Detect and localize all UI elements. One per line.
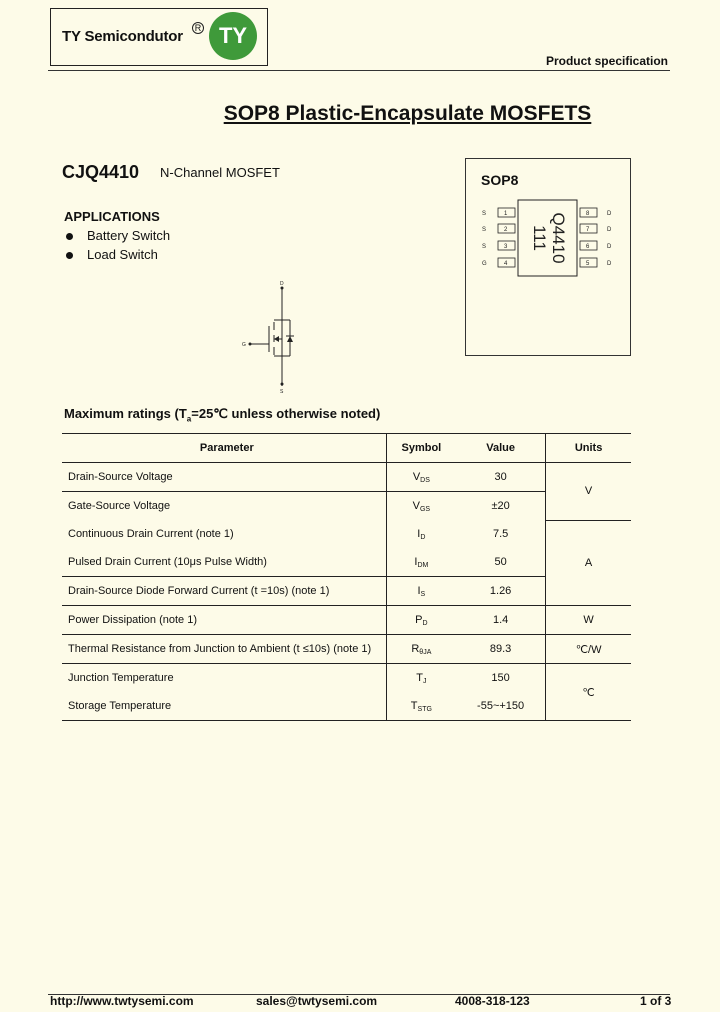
pin-number: 5 — [586, 261, 590, 267]
document-title: SOP8 Plastic-Encapsulate MOSFETS — [223, 102, 592, 125]
table-row: Power Dissipation (note 1) PD 1.4 W — [62, 606, 631, 635]
package-title: SOP8 — [481, 172, 519, 188]
registered-mark: R — [192, 22, 204, 34]
part-type: N-Channel MOSFET — [160, 165, 280, 180]
units-header: Units — [546, 434, 631, 463]
table-header-row — [62, 434, 631, 463]
symbol-header: Symbol — [386, 434, 456, 463]
bullet-icon — [66, 233, 73, 240]
unit-cell: W — [546, 606, 631, 635]
gate-label: G — [242, 342, 246, 348]
page-number: 1 of 3 — [640, 994, 672, 1008]
application-item: Load Switch — [66, 247, 158, 262]
table-row: Drain-Source Voltage VDS 30 V — [62, 463, 631, 492]
value-header: Value — [456, 434, 546, 463]
company-name: TY Semicondutor — [62, 28, 183, 45]
package-marking: Q4410 — [549, 212, 568, 264]
table-row: Storage Temperature TSTG -55~+150 — [62, 692, 631, 721]
pin-number: 6 — [586, 244, 590, 250]
product-specification-label: Product specification — [545, 54, 668, 68]
unit-cell: V — [546, 463, 631, 521]
header-divider — [48, 70, 670, 71]
table-row: Continuous Drain Current (note 1) ID 7.5 A — [62, 520, 631, 548]
ratings-heading: Maximum ratings ($T_a=25℃$ unless otherwise noted) — [64, 406, 381, 424]
mosfet-schematic-icon — [236, 278, 306, 396]
table-row: Thermal Resistance from Junction to Ambient (t ≤10s) (note 1) RθJA 89.3 ℃/W — [62, 635, 631, 664]
part-number: CJQ4410 — [62, 162, 140, 182]
table-row: Drain-Source Diode Forward Current (t =10s) (note 1) IS 1.26 — [62, 577, 631, 606]
package-lot-code: 111 — [530, 225, 549, 251]
pin-number: 3 — [504, 244, 508, 250]
pin-name: D — [607, 261, 612, 267]
unit-cell: A — [546, 520, 631, 606]
footer-website-link[interactable]: http://www.twtysemi.com — [50, 994, 194, 1008]
pin-number: 2 — [504, 227, 508, 233]
pin-number: 7 — [586, 227, 590, 233]
pin-number: 4 — [504, 261, 508, 267]
applications-heading: APPLICATIONS — [64, 209, 160, 224]
ratings-table — [62, 433, 631, 721]
pin-name: D — [607, 227, 612, 233]
pin-number: 8 — [586, 211, 590, 217]
table-row: Pulsed Drain Current (10μs Pulse Width) IDM 50 — [62, 548, 631, 577]
source-label: S — [280, 389, 284, 395]
pin-name: D — [607, 244, 612, 250]
pin-name: S — [482, 227, 487, 233]
unit-cell: ℃ — [546, 664, 631, 721]
footer-phone: 4008-318-123 — [455, 994, 530, 1008]
bullet-icon — [66, 252, 73, 259]
table-row: Junction Temperature TJ 150 ℃ — [62, 664, 631, 693]
application-item: Battery Switch — [66, 228, 170, 243]
pin-name: G — [482, 261, 487, 267]
drain-label: D — [280, 281, 284, 287]
company-logo-icon: TY — [209, 12, 257, 60]
unit-cell: ℃/W — [546, 635, 631, 664]
pin-name: S — [482, 211, 487, 217]
table-row: Gate-Source Voltage VGS ±20 — [62, 492, 631, 521]
footer-email-link[interactable]: sales@twtysemi.com — [256, 994, 378, 1008]
pin-name: S — [482, 244, 487, 250]
parameter-header: Parameter — [62, 434, 386, 463]
pin-name: D — [607, 211, 612, 217]
pin-number: 1 — [504, 211, 508, 217]
sop8-package-icon — [474, 196, 620, 278]
